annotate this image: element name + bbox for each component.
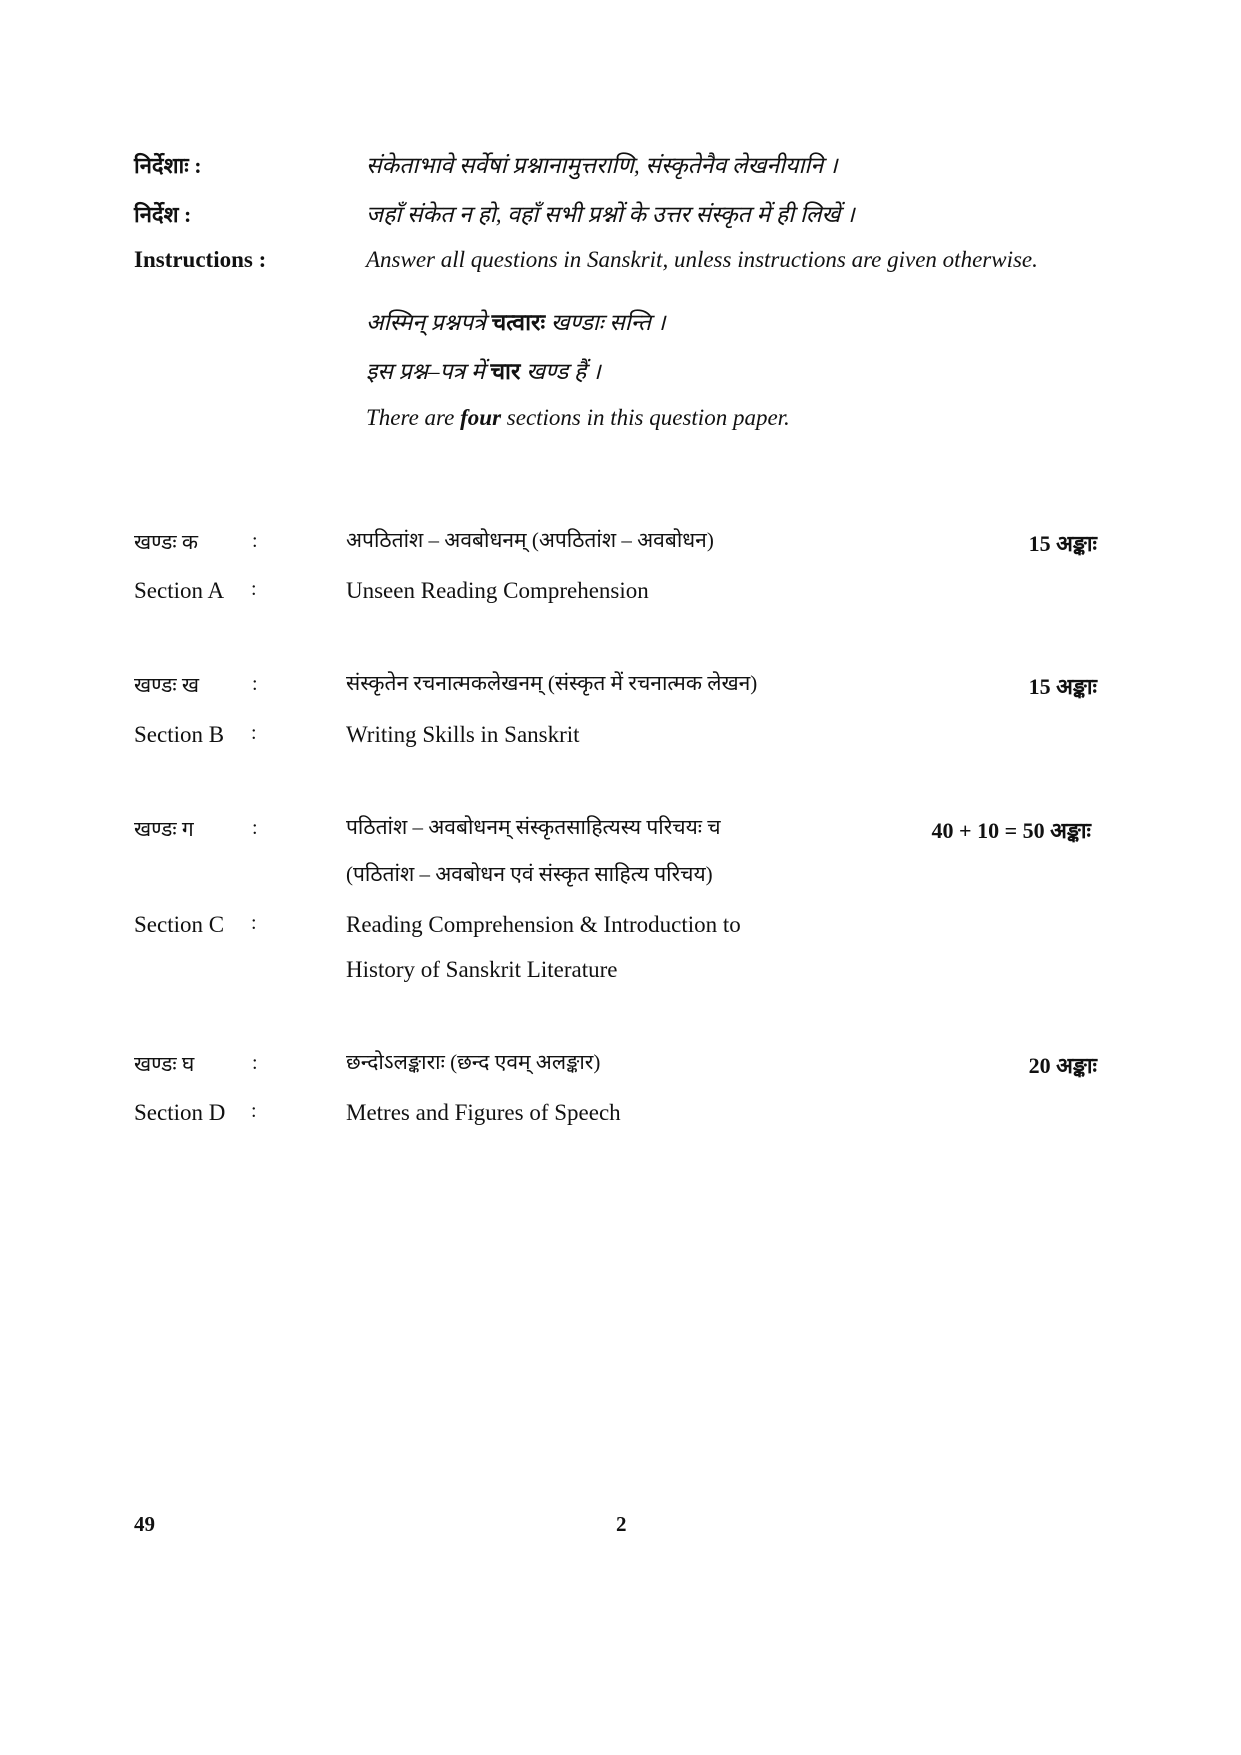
sections-count-english — [366, 405, 790, 431]
sanskrit-instructions-label: निर्देशाः : — [134, 153, 202, 178]
sections-count-hindi-pre: इस प्रश्न–पत्र में — [366, 359, 491, 384]
section-a-english-label: Section A — [134, 578, 225, 603]
sections-count-hindi-post: खण्ड हैं । — [520, 359, 601, 384]
sections-count-english-pre: There are — [366, 405, 461, 430]
sections-count-sanskrit — [366, 305, 665, 337]
section-a-english-title: Unseen Reading Comprehension — [346, 578, 649, 603]
sections-count-sanskrit-bold: चत्वारः — [491, 310, 546, 335]
section-b-english-colon: : — [251, 722, 257, 744]
section-a-hindi-colon: : — [252, 530, 258, 552]
section-c-english-title-2: History of Sanskrit Literature — [346, 957, 618, 982]
sanskrit-instructions-text: संकेताभावे सर्वेषां प्रश्नानामुत्तराणि, संस्कृतेनैव लेखनीयानि । — [366, 153, 838, 178]
section-c-english-label: Section C — [134, 912, 225, 937]
section-d-english-title: Metres and Figures of Speech — [346, 1100, 621, 1125]
sections-count-english-post: sections in this question paper. — [501, 405, 790, 430]
english-instructions-label: Instructions : — [134, 247, 267, 272]
section-d-english-label: Section D — [134, 1100, 226, 1125]
section-b-hindi-title: संस्कृतेन रचनात्मकलेखनम् (संस्कृत में रचनात्मक लेखन) — [346, 671, 758, 695]
section-c-english-colon: : — [251, 912, 257, 934]
section-c-english-title: Reading Comprehension & Introduction to — [346, 912, 741, 937]
sections-count-hindi-bold: चार — [490, 359, 521, 384]
section-b-english-label: Section B — [134, 722, 225, 747]
hindi-instructions-label: निर्देश : — [134, 202, 192, 227]
sections-count-sanskrit-pre: अस्मिन् प्रश्नपत्रे — [366, 310, 492, 335]
section-d-hindi-label: खण्डः घ — [134, 1052, 195, 1076]
sections-count-sanskrit-post: खण्डाः सन्ति । — [545, 310, 666, 335]
footer-page-number: 2 — [616, 1512, 627, 1536]
section-a-hindi-title: अपठितांश – अवबोधनम् (अपठितांश – अवबोधन) — [346, 528, 714, 552]
section-d-marks: 20 अङ्काः — [1028, 1053, 1097, 1078]
footer-paper-code: 49 — [134, 1512, 155, 1536]
sections-count-english-bold: four — [460, 405, 502, 430]
section-c-hindi-label: खण्डः ग — [134, 817, 194, 841]
section-d-english-colon: : — [251, 1100, 257, 1122]
section-c-hindi-title-2: (पठितांश – अवबोधन एवं संस्कृत साहित्य परिचय) — [346, 862, 713, 886]
section-c-hindi-title: पठितांश – अवबोधनम् संस्कृतसाहित्यस्य परिचयः च — [346, 815, 721, 839]
section-d-hindi-title: छन्दोऽलङ्काराः (छन्द एवम् अलङ्कार) — [346, 1050, 601, 1074]
sections-count-hindi — [366, 354, 601, 386]
section-b-marks: 15 अङ्काः — [1028, 674, 1097, 699]
section-c-marks: 40 + 10 = 50 अङ्काः — [931, 818, 1091, 843]
section-a-english-colon: : — [251, 578, 257, 600]
section-b-english-title: Writing Skills in Sanskrit — [346, 722, 580, 747]
section-a-marks: 15 अङ्काः — [1028, 531, 1097, 556]
hindi-instructions-text: जहाँ संकेत न हो, वहाँ सभी प्रश्नों के उत्तर संस्कृत में ही लिखें । — [366, 202, 855, 227]
section-b-hindi-colon: : — [252, 673, 258, 695]
english-instructions-text: Answer all questions in Sanskrit, unless instructions are given otherwise. — [366, 247, 1038, 272]
section-c-hindi-colon: : — [252, 817, 258, 839]
section-d-hindi-colon: : — [252, 1052, 258, 1074]
section-b-hindi-label: खण्डः ख — [134, 673, 200, 697]
section-a-hindi-label: खण्डः क — [134, 530, 199, 554]
